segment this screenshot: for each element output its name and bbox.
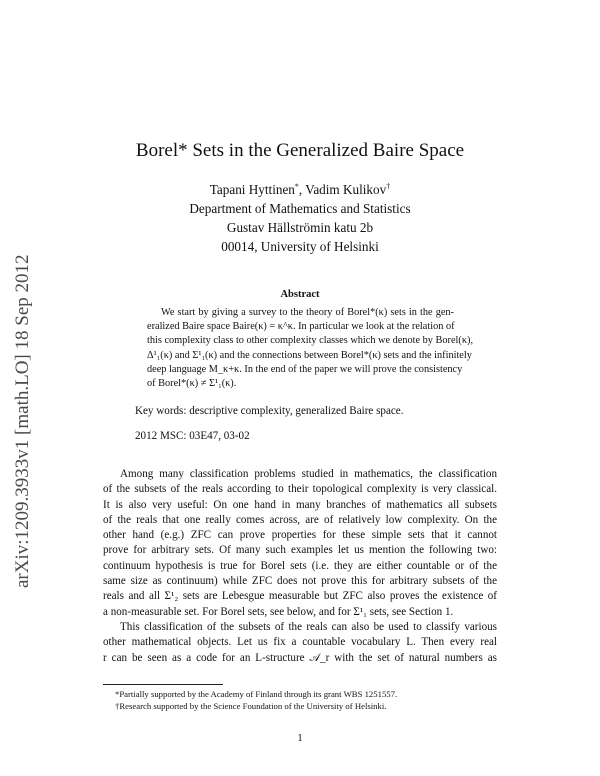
abstract-line: this complexity class to other complexity classes which we denote by Borel(κ), [147, 335, 474, 347]
abstract-text [147, 306, 474, 391]
body-line: a non-measurable set. For Borel sets, see below, and for Σ¹₁ sets, see Section 1. [103, 605, 454, 618]
abstract-line: We start by giving a survey to the theory of Borel*(κ) sets in the gen- [161, 307, 454, 318]
author-separator: , [298, 182, 306, 197]
body-line: Among many classification problems studied in mathematics, the classification [120, 468, 497, 480]
footnote-divider [103, 684, 223, 685]
body-line: of the reals that one really comes across, are of relatively low complexity. On the [103, 513, 497, 526]
body-line: same size as continuum) while ZFC does not prove this for arbitrary subsets of the [103, 575, 497, 588]
abstract-line: Δ¹₁(κ) and Σ¹₁(κ) and the connections between Borel*(κ) sets and the infinitely [147, 349, 472, 361]
body-line: of the subsets of the reals according to their topological complexity is very classical. [103, 483, 497, 496]
introduction-text [103, 467, 497, 666]
authors-line [0, 180, 600, 199]
affiliation-line: Gustav Hällströmin katu 2b [226, 220, 374, 235]
abstract-heading: Abstract [280, 289, 320, 300]
affiliation-line: 00014, University of Helsinki [221, 239, 379, 254]
body-line: other hand (e.g.) ZFC can prove properties for these simple sets that it cannot [103, 529, 497, 542]
footnote: †Research supported by the Science Foundation of the University of Helsinki. [115, 701, 387, 711]
body-line: other mathematical objects. Let us fix a countable vocabulary L. Then every real [103, 636, 497, 649]
body-line: prove for arbitrary sets. Of many such examples let us mention the following two: [103, 544, 497, 557]
msc-classification: 2012 MSC: 03E47, 03-02 [135, 430, 250, 442]
footnote: *Partially supported by the Academy of Finland through its grant WBS 1251557. [115, 689, 398, 699]
arxiv-stamp[interactable]: arXiv:1209.3933v1 [math.LO] 18 Sep 2012 [12, 254, 33, 588]
abstract-line: deep language M_κ+κ. In the end of the paper we will prove the consistency [147, 363, 463, 375]
footnote-marker[interactable]: † [386, 182, 391, 191]
body-line: It is also very useful: On one hand in many branches of mathematics all subsets [103, 498, 497, 511]
footnotes [103, 688, 497, 712]
abstract-line: of Borel*(κ) ≠ Σ¹₁(κ). [147, 378, 237, 390]
abstract-line: eralized Baire space Baire(κ) = κ^κ. In particular we look at the relation of [147, 321, 455, 333]
affiliation-line: Department of Mathematics and Statistics [189, 201, 411, 216]
page-number: 1 [297, 732, 303, 744]
body-line: continuum hypothesis is true for Borel sets (i.e. they are either countable or of the [103, 559, 497, 572]
footnote-marker[interactable]: * [294, 182, 299, 191]
body-line: reals and all Σ¹₂ sets are Lebesgue measurable but ZFC also proves the existence of [103, 590, 497, 603]
body-line: r can be seen as a code for an L-structure 𝒜_r with the set of natural numbers as [103, 651, 497, 664]
body-line: This classification of the subsets of the reals can also be used to classify various [120, 620, 497, 633]
author-name: Tapani Hyttinen [209, 182, 295, 197]
keywords: Key words: descriptive complexity, generalized Baire space. [135, 405, 404, 417]
author-block [0, 180, 600, 256]
paper-title: Borel* Sets in the Generalized Baire Space [135, 140, 465, 161]
author-name: Vadim Kulikov [305, 182, 387, 197]
